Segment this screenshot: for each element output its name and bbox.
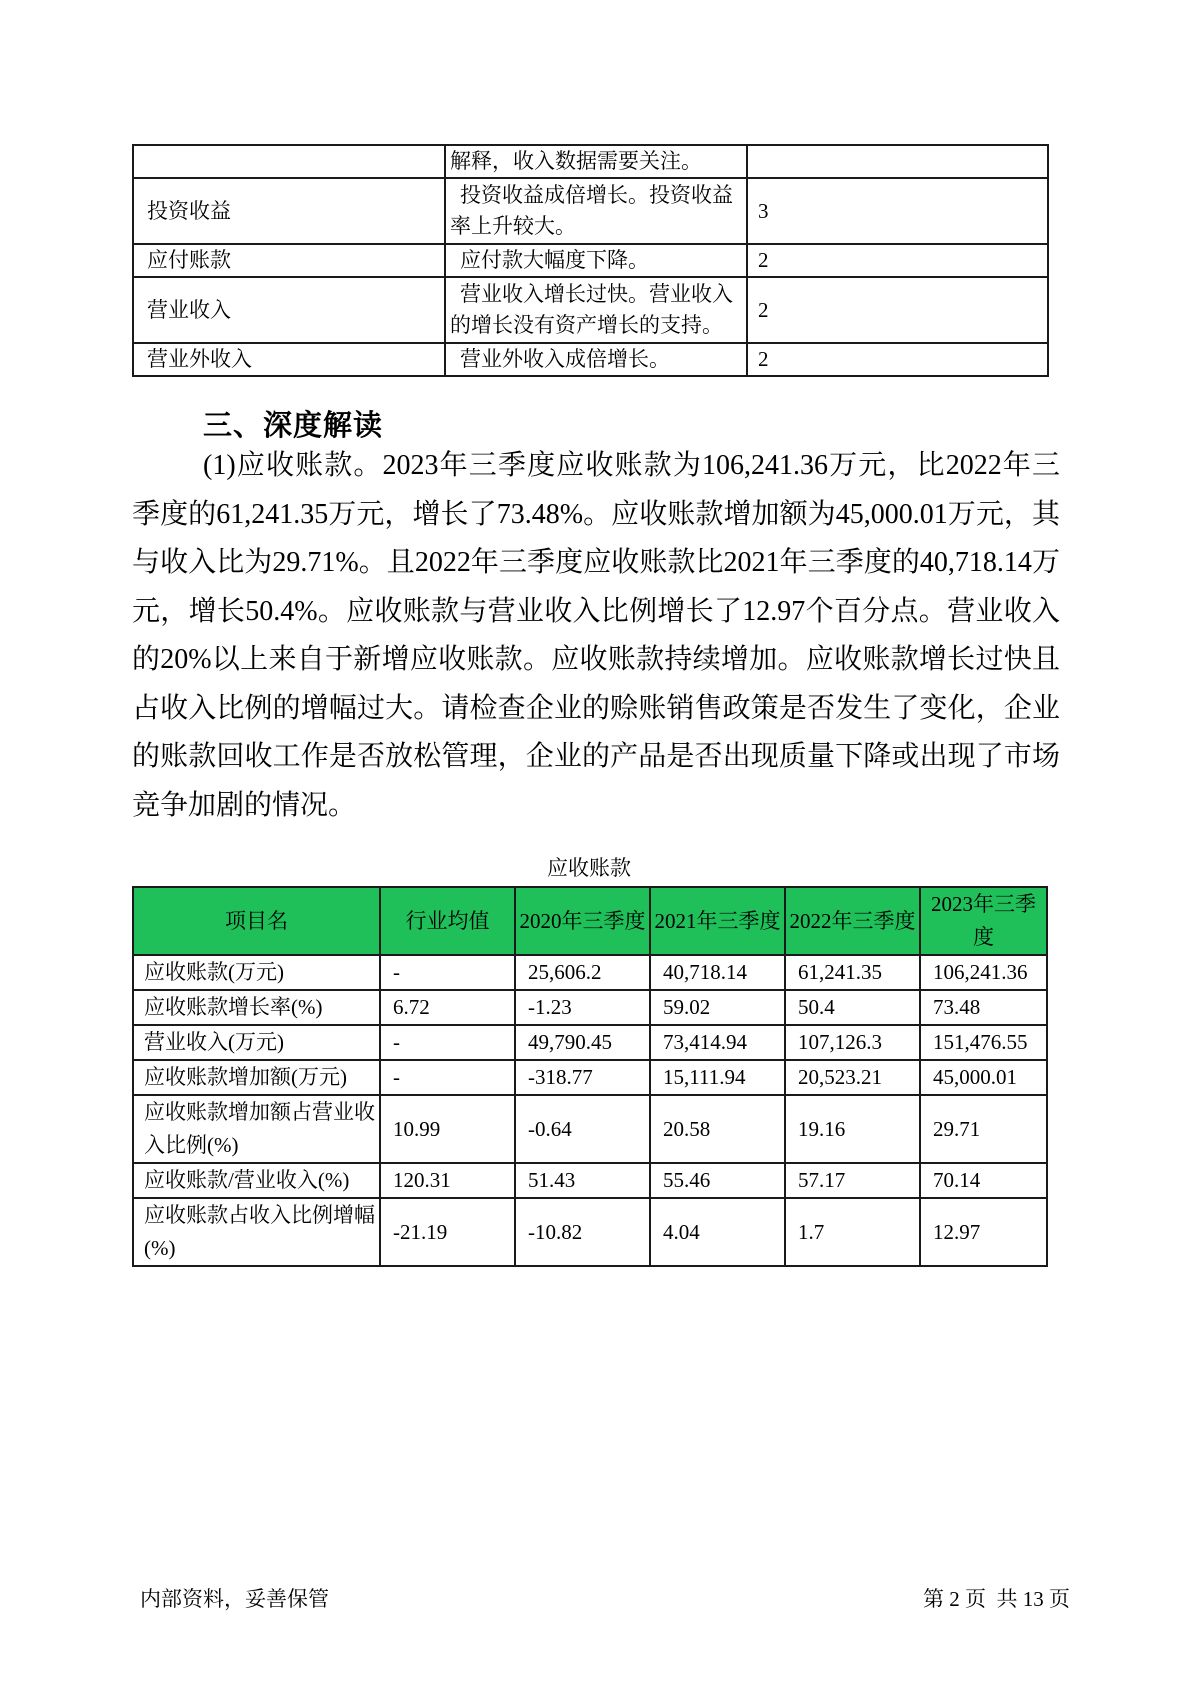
- data-cell: 51.43: [515, 1163, 650, 1198]
- data-cell: 20.58: [650, 1095, 785, 1163]
- data-cell: 1.7: [785, 1198, 920, 1266]
- data-cell: 25,606.2: [515, 955, 650, 990]
- header-cell: 行业均值: [380, 887, 515, 955]
- data-cell: -21.19: [380, 1198, 515, 1266]
- data-cell: 12.97: [920, 1198, 1047, 1266]
- data-cell: 20,523.21: [785, 1060, 920, 1095]
- item-cell: 营业外收入: [133, 343, 445, 376]
- header-cell: 项目名: [133, 887, 380, 955]
- score-cell: 2: [747, 244, 1048, 277]
- data-cell: 61,241.35: [785, 955, 920, 990]
- header-cell: 2022年三季度: [785, 887, 920, 955]
- data-cell: 151,476.55: [920, 1025, 1047, 1060]
- data-cell: 29.71: [920, 1095, 1047, 1163]
- data-cell: 45,000.01: [920, 1060, 1047, 1095]
- data-cell: 6.72: [380, 990, 515, 1025]
- table-row: [133, 1198, 1047, 1266]
- table-row: [133, 1095, 1047, 1163]
- row-label: 应收账款/营业收入(%): [133, 1163, 380, 1198]
- analysis-paragraph: (1)应收账款。2023年三季度应收账款为106,241.36万元，比2022年三季度的61,241.35万元，增长了73.48%。应收账款增加额为45,000.01万元，其与收入比为29.71%。且2022年三季度应收账款比2021年三季度的40,718.14万元，增长50.4%。应收账款与营业收入比例增长了12.97个百分点。营业收入的20%以上来自于新增应收账款。应收账款持续增加。应收账款增长过快且占收入比例的增幅过大。请检查企业的赊账销售政策是否发生了变化，企业的账款回收工作是否放松管理，企业的产品是否出现质量下降或出现了市场竞争加剧的情况。: [132, 450, 1060, 821]
- row-label: 应收账款增加额占营业收入比例(%): [133, 1095, 380, 1163]
- footer: [140, 1584, 1070, 1614]
- score-cell: 3: [747, 178, 1048, 244]
- table-row: [133, 178, 1048, 244]
- receivables-table: [132, 886, 1048, 1267]
- header-cell: 2020年三季度: [515, 887, 650, 955]
- data-cell: -318.77: [515, 1060, 650, 1095]
- row-label: 应收账款增长率(%): [133, 990, 380, 1025]
- data-cell: 57.17: [785, 1163, 920, 1198]
- data-cell: 50.4: [785, 990, 920, 1025]
- table-row: [133, 343, 1048, 376]
- header-cell: 2021年三季度: [650, 887, 785, 955]
- data-cell: -: [380, 1025, 515, 1060]
- data-cell: 55.46: [650, 1163, 785, 1198]
- footer-right: 第 2 页 共 13 页: [923, 1587, 1070, 1611]
- data-cell: 4.04: [650, 1198, 785, 1266]
- score-cell: [747, 145, 1048, 178]
- data-cell: 73.48: [920, 990, 1047, 1025]
- desc-cell: 应付款大幅度下降。: [445, 244, 747, 277]
- desc-cell: 营业收入增长过快。营业收入的增长没有资产增长的支持。: [445, 277, 747, 343]
- table-row: [133, 1060, 1047, 1095]
- data-cell: -1.23: [515, 990, 650, 1025]
- data-cell: -: [380, 955, 515, 990]
- data-cell: 59.02: [650, 990, 785, 1025]
- data-cell: 106,241.36: [920, 955, 1047, 990]
- row-label: 应收账款增加额(万元): [133, 1060, 380, 1095]
- table-row: [133, 1025, 1047, 1060]
- table-row: [133, 990, 1047, 1025]
- data-cell: 70.14: [920, 1163, 1047, 1198]
- data-cell: -: [380, 1060, 515, 1095]
- table-row: [133, 145, 1048, 178]
- section-heading: 三、深度解读: [203, 410, 384, 442]
- table-row: [133, 244, 1048, 277]
- table-row: [133, 1163, 1047, 1198]
- row-label: 应收账款占收入比例增幅(%): [133, 1198, 380, 1266]
- item-cell: 投资收益: [133, 178, 445, 244]
- data-cell: 120.31: [380, 1163, 515, 1198]
- score-cell: 2: [747, 343, 1048, 376]
- footer-left: 内部资料，妥善保管: [140, 1587, 329, 1611]
- data-cell: -0.64: [515, 1095, 650, 1163]
- data-cell: 15,111.94: [650, 1060, 785, 1095]
- data-cell: 40,718.14: [650, 955, 785, 990]
- item-cell: [133, 145, 445, 178]
- score-cell: 2: [747, 277, 1048, 343]
- desc-cell: 解释，收入数据需要关注。: [445, 145, 747, 178]
- data-cell: -10.82: [515, 1198, 650, 1266]
- table-row: [133, 277, 1048, 343]
- desc-cell: 投资收益成倍增长。投资收益率上升较大。: [445, 178, 747, 244]
- item-cell: 营业收入: [133, 277, 445, 343]
- row-label: 营业收入(万元): [133, 1025, 380, 1060]
- data-cell: 19.16: [785, 1095, 920, 1163]
- table-caption: 应收账款: [547, 856, 631, 880]
- table-row: [133, 955, 1047, 990]
- data-cell: 49,790.45: [515, 1025, 650, 1060]
- item-cell: 应付账款: [133, 244, 445, 277]
- risk-items-table: [132, 144, 1049, 377]
- desc-cell: 营业外收入成倍增长。: [445, 343, 747, 376]
- row-label: 应收账款(万元): [133, 955, 380, 990]
- header-cell: 2023年三季度: [920, 887, 1047, 955]
- header-row: [133, 887, 1047, 955]
- data-cell: 73,414.94: [650, 1025, 785, 1060]
- data-cell: 10.99: [380, 1095, 515, 1163]
- data-cell: 107,126.3: [785, 1025, 920, 1060]
